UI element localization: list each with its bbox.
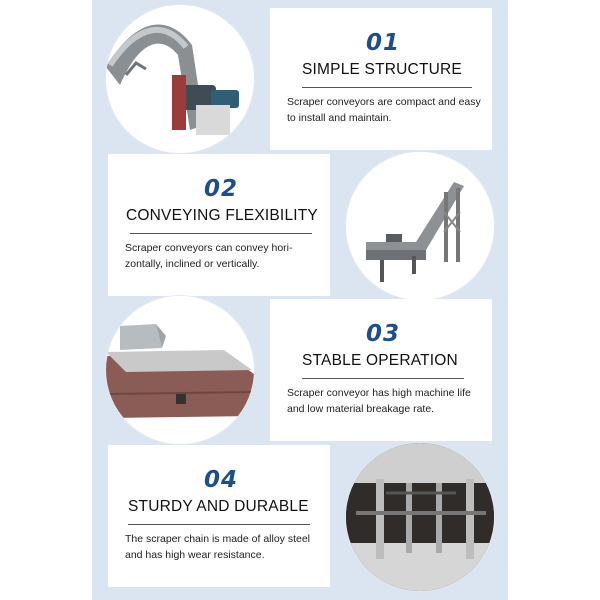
- feature-title: SIMPLE STRUCTURE: [302, 61, 462, 78]
- feature-card-3: [270, 299, 492, 441]
- scraper-chain-image: [346, 443, 494, 591]
- feature-card-2: [108, 154, 330, 296]
- feature-number: 01: [366, 30, 401, 56]
- feature-number: 04: [204, 467, 239, 493]
- feature-card-4: [108, 445, 330, 587]
- enclosed-conveyor-image: [106, 296, 254, 444]
- feature-description: Scraper conveyors are compact and easy to install and maintain.: [287, 96, 481, 124]
- feature-title: STABLE OPERATION: [302, 352, 458, 369]
- curved-conveyor-image: [106, 5, 254, 153]
- divider: [130, 233, 312, 234]
- feature-description: Scraper conveyors can convey hori-zontally, inclined or vertically.: [125, 242, 293, 270]
- feature-card-1: [270, 8, 492, 150]
- divider: [302, 87, 472, 88]
- divider: [128, 524, 310, 525]
- divider: [302, 378, 464, 379]
- feature-description: Scraper conveyor has high machine life and low material breakage rate.: [287, 387, 471, 415]
- inclined-conveyor-image: [346, 152, 494, 300]
- feature-number: 02: [204, 176, 239, 202]
- feature-number: 03: [366, 321, 401, 347]
- feature-title: CONVEYING FLEXIBILITY: [126, 207, 318, 224]
- feature-title: STURDY AND DURABLE: [128, 498, 309, 515]
- feature-description: The scraper chain is made of alloy steel and has high wear resistance.: [125, 533, 311, 561]
